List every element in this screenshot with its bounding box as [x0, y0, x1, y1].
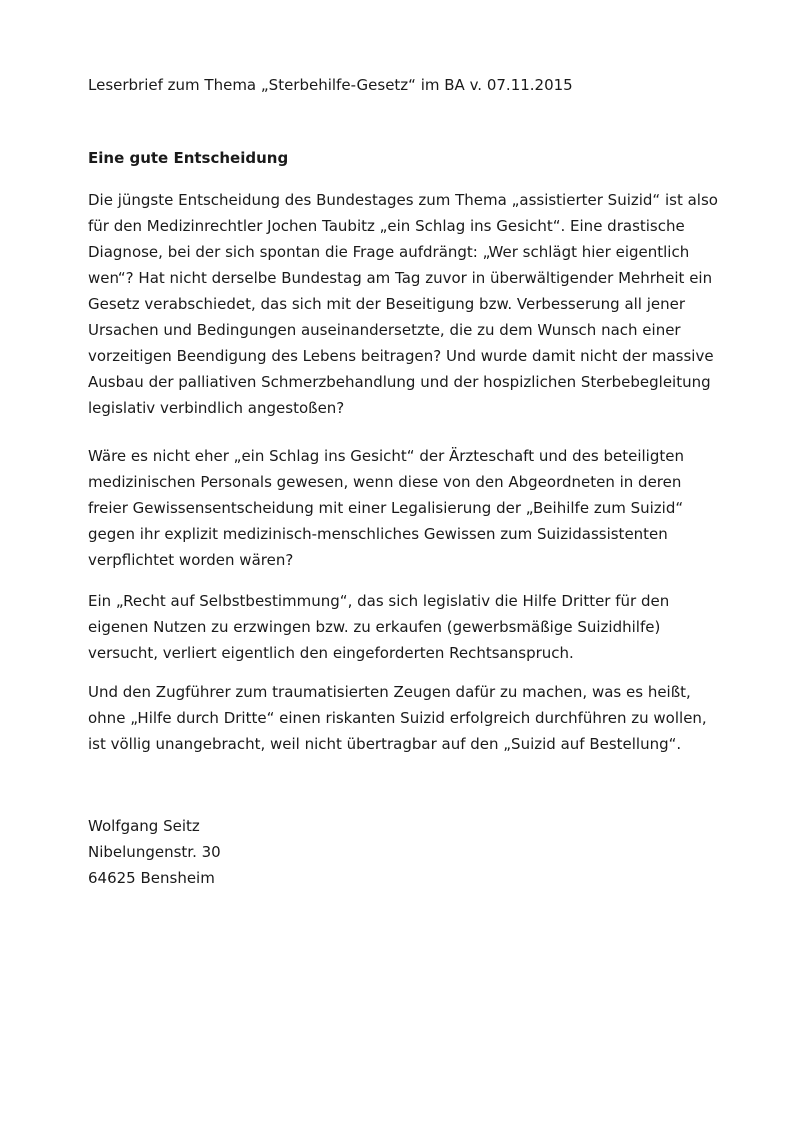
paragraph-4	[88, 679, 788, 757]
signature-name: Wolfgang Seitz	[88, 817, 200, 835]
paragraph-1	[88, 187, 788, 421]
signature-block	[88, 813, 221, 891]
paragraph-line: Die jüngste Entscheidung des Bundestages zum Thema „assistierter Suizid“ ist also	[88, 191, 718, 209]
paragraph-2	[88, 443, 788, 573]
paragraph-line: Ursachen und Bedingungen auseinandersetzte, die zu dem Wunsch nach einer	[88, 321, 681, 339]
signature-street: Nibelungenstr. 30	[88, 843, 221, 861]
paragraph-line: Wäre es nicht eher „ein Schlag ins Gesicht“ der Ärzteschaft und des beteiligten	[88, 447, 684, 465]
paragraph-3	[88, 588, 788, 666]
paragraph-line: Ein „Recht auf Selbstbestimmung“, das sich legislativ die Hilfe Dritter für den	[88, 592, 670, 610]
paragraph-line: Diagnose, bei der sich spontan die Frage aufdrängt: „Wer schlägt hier eigentlich	[88, 243, 690, 261]
paragraph-line: versucht, verliert eigentlich den eingeforderten Rechtsanspruch.	[88, 644, 574, 662]
paragraph-line: legislativ verbindlich angestoßen?	[88, 399, 345, 417]
paragraph-line: freier Gewissensentscheidung mit einer Legalisierung der „Beihilfe zum Suizid“	[88, 499, 684, 517]
paragraph-line: ohne „Hilfe durch Dritte“ einen riskanten Suizid erfolgreich durchführen zu wollen,	[88, 709, 707, 727]
letter-title: Eine gute Entscheidung	[88, 149, 289, 167]
signature-city: 64625 Bensheim	[88, 869, 215, 887]
paragraph-line: für den Medizinrechtler Jochen Taubitz „ein Schlag ins Gesicht“. Eine drastische	[88, 217, 685, 235]
letter-header: Leserbrief zum Thema „Sterbehilfe-Gesetz“ im BA v. 07.11.2015	[88, 76, 573, 94]
paragraph-line: gegen ihr explizit medizinisch-menschliches Gewissen zum Suizidassistenten	[88, 525, 668, 543]
paragraph-line: Und den Zugführer zum traumatisierten Zeugen dafür zu machen, was es heißt,	[88, 683, 691, 701]
paragraph-line: ist völlig unangebracht, weil nicht übertragbar auf den „Suizid auf Bestellung“.	[88, 735, 682, 753]
paragraph-line: medizinischen Personals gewesen, wenn diese von den Abgeordneten in deren	[88, 473, 682, 491]
paragraph-line: Gesetz verabschiedet, das sich mit der Beseitigung bzw. Verbesserung all jener	[88, 295, 686, 313]
paragraph-line: vorzeitigen Beendigung des Lebens beitragen? Und wurde damit nicht der massive	[88, 347, 714, 365]
paragraph-line: Ausbau der palliativen Schmerzbehandlung und der hospizlichen Sterbebegleitung	[88, 373, 711, 391]
paragraph-line: verpflichtet worden wären?	[88, 551, 294, 569]
paragraph-line: eigenen Nutzen zu erzwingen bzw. zu erkaufen (gewerbsmäßige Suizidhilfe)	[88, 618, 661, 636]
paragraph-line: wen“? Hat nicht derselbe Bundestag am Tag zuvor in überwältigender Mehrheit ein	[88, 269, 713, 287]
